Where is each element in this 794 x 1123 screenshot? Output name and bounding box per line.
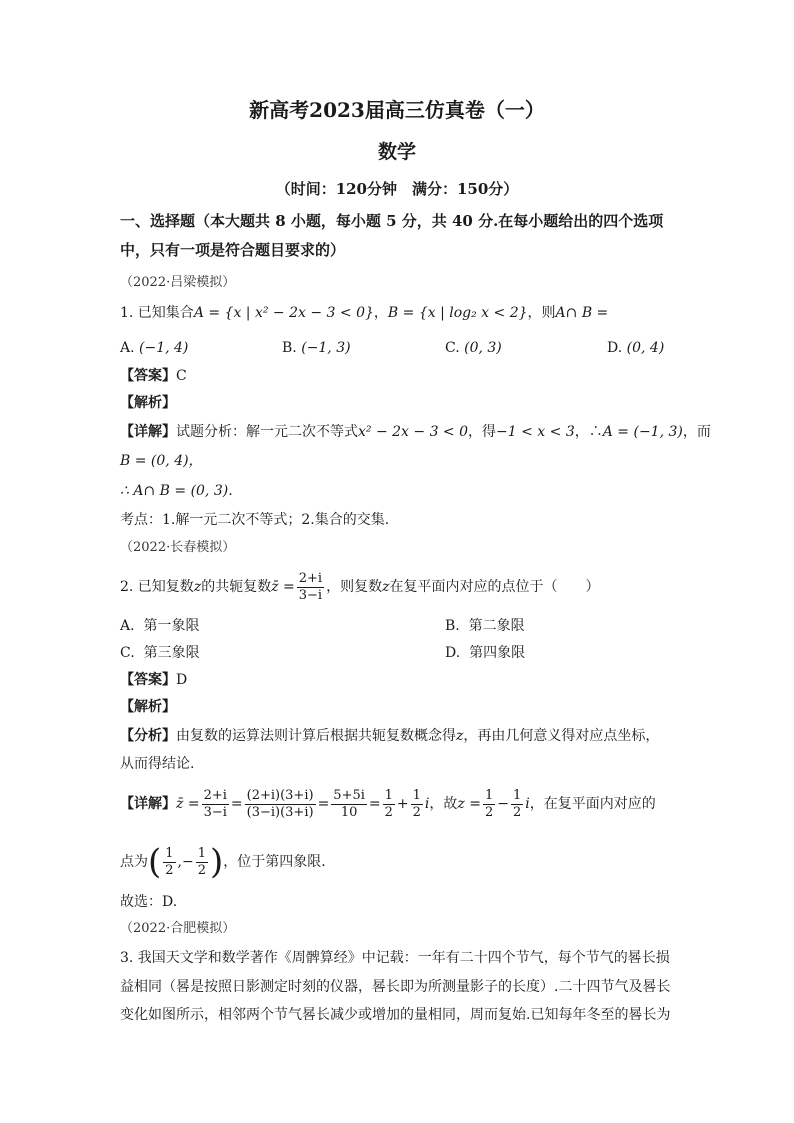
stem-text: 2. 已知复数 [120, 579, 194, 595]
option-label: D. [445, 645, 461, 661]
q3-line2: 益相同（晷是按照日影测定时刻的仪器，晷长即为所测量影子的长度）.二十四节气及晷长 [120, 979, 671, 995]
q1-option-c [445, 339, 502, 357]
section-heading-line2: 中，只有一项是符合题目要求的） [120, 241, 346, 259]
q2-detail-equation: 【详解】z̄ = $\frac{2+i}{3-i}$ = $\frac{(2+i)(3+i)}{(3-i)(3+i)}$ = $\frac{5+5i}{10}$ = $\frac{1}{2}$ + $\frac{1}{2}$ i，故z = $\frac{1}{2}$ − $\frac{1}{2}$ i，在复平面内对应的 [120, 787, 656, 820]
numerator: 5+5i [333, 787, 365, 803]
var-zbar: z̄ = [176, 796, 200, 812]
subject-title: 数学 [377, 141, 416, 163]
q1-detail-line1 [120, 423, 711, 441]
option-label: C. [445, 340, 460, 356]
option-label: A. [120, 340, 135, 356]
denominator: 2 [484, 804, 494, 820]
detail-tag: 【详解】 [120, 424, 176, 440]
denominator: 2 [165, 862, 174, 878]
q2-source: （2022·长春模拟） [120, 540, 236, 555]
q1-detail-line3: ∴ A∩ B = (0, 3). [120, 483, 233, 499]
numerator: 1 [512, 787, 522, 803]
fraction [411, 788, 423, 821]
q2-fenxi-line2: 从而得结论. [120, 756, 195, 772]
detail-text: ，在复平面内对应的 [529, 796, 656, 812]
imag-unit: i [424, 796, 430, 812]
fraction [511, 788, 523, 821]
denominator: 2 [197, 862, 207, 878]
fraction [245, 788, 316, 821]
q1-sep: ， [373, 305, 388, 321]
q2-fenxi-line1 [120, 727, 659, 745]
detail-text: ，位于第四象限. [223, 854, 326, 870]
inequality: x² − 2x − 3 < 0 [358, 424, 469, 440]
detail-tag: 【详解】 [120, 796, 176, 812]
option-value: 第二象限 [468, 618, 525, 634]
q1-note: 考点：1.解一元二次不等式；2.集合的交集. [120, 512, 390, 528]
stem-text: 的共轭复数 [201, 579, 272, 595]
detail-text: 试题分析：解一元二次不等式 [176, 424, 358, 440]
var-z: z [382, 579, 390, 595]
answer-value: C [176, 368, 187, 384]
q1-answer [120, 367, 187, 385]
left-paren: ( [148, 842, 162, 882]
denominator: 3−i [203, 804, 227, 820]
denominator: 2 [384, 804, 393, 820]
detail-text: ，∴ [574, 424, 603, 440]
section-heading-line1: 一、选择题（本大题共 8 小题，每小题 5 分，共 40 分.在每小题给出的四个选项 [120, 212, 664, 230]
minus-sign: − [497, 796, 509, 812]
answer-value: D [176, 672, 188, 688]
option-value: (−1, 3) [301, 340, 351, 356]
fraction [331, 788, 367, 821]
option-label: B. [282, 340, 297, 356]
option-value: 第三象限 [143, 645, 200, 661]
option-label: D. [607, 340, 623, 356]
q1-detail-line2: B = (0, 4)， [120, 453, 203, 469]
q3-source: （2022·合肥模拟） [120, 921, 236, 936]
numerator: 1 [384, 787, 393, 803]
numerator: 2+i [203, 787, 227, 803]
denominator: (3−i)(3+i) [246, 804, 314, 820]
q1-stem [120, 304, 608, 322]
option-label: B. [445, 618, 460, 634]
denominator: 2 [412, 804, 421, 820]
q2-answer [120, 671, 187, 689]
minus-sign: − [182, 854, 194, 870]
stem-text: 在复平面内对应的点位于（ ） [389, 579, 600, 595]
fraction [202, 788, 229, 821]
q1-option-b [282, 339, 351, 357]
fenxi-tag: 【分析】 [120, 728, 176, 744]
denominator: 2 [512, 804, 522, 820]
detail-text: ，而 [682, 424, 711, 440]
option-value: (0, 3) [464, 340, 502, 356]
denominator: 3−i [298, 587, 323, 603]
var-zbar: z̄ = [271, 579, 295, 595]
numerator: 1 [165, 845, 174, 861]
q3-line3: 变化如图所示，相邻两个节气晷长减少或增加的量相同，周而复始.已知每年冬至的晷长为 [120, 1007, 671, 1023]
q2-point-line: 点为( $\frac{1}{2}$ ,− $\frac{1}{2}$ )，位于第四象限. [120, 842, 326, 882]
fraction [483, 788, 495, 821]
fenxi-text: 由复数的运算法则计算后根据共轭复数概念得 [176, 728, 456, 744]
numerator: (2+i)(3+i) [246, 787, 314, 803]
stem-text: ，则复数 [326, 579, 383, 595]
numerator: 1 [412, 787, 421, 803]
denominator: 10 [340, 804, 358, 820]
option-label: C. [120, 645, 135, 661]
detail-text: ，得 [468, 424, 497, 440]
q2-stem [120, 570, 599, 604]
q1-source: （2022·吕梁模拟） [120, 275, 236, 290]
fraction [163, 846, 175, 879]
q2-option-d [445, 644, 525, 662]
numerator: 2+i [298, 570, 323, 586]
imag-unit: i [525, 796, 530, 812]
q1-set-b: B = {x | log₂ x < 2} [387, 305, 528, 321]
range: −1 < x < 3 [496, 424, 575, 440]
var-z: z = [457, 796, 481, 812]
option-value: 第四象限 [469, 645, 526, 661]
fenxi-text: ，再由几何意义得对应点坐标， [463, 728, 660, 744]
option-value: (−1, 4) [139, 340, 189, 356]
set-a-result: A = (−1, 3) [602, 424, 683, 440]
option-value: 第一象限 [143, 618, 200, 634]
q2-analysis-tag: 【解析】 [120, 699, 176, 715]
var-z: z [456, 728, 464, 744]
q2-option-b [445, 617, 525, 635]
answer-tag: 【答案】 [120, 672, 176, 688]
fraction [297, 571, 324, 604]
answer-tag: 【答案】 [120, 368, 176, 384]
q1-stem-suffix: ，则 [527, 305, 556, 321]
q2-option-c [120, 644, 200, 662]
detail-text: ，故 [429, 796, 458, 812]
q2-choose: 故选：D. [120, 894, 178, 910]
q1-option-a [120, 339, 188, 357]
right-paren: ) [210, 842, 224, 882]
fraction [196, 846, 208, 879]
exam-time-score: （时间：120分钟 满分：150分） [275, 180, 519, 198]
q1-set-a: A = {x | x² − 2x − 3 < 0} [193, 305, 374, 321]
q1-option-d [607, 339, 664, 357]
numerator: 1 [484, 787, 494, 803]
numerator: 1 [197, 845, 207, 861]
fraction [383, 788, 395, 821]
q3-line1: 3. 我国天文学和数学著作《周髀算经》中记载：一年有二十四个节气，每个节气的晷长损 [120, 950, 670, 966]
exam-title: 新高考2023届高三仿真卷（一） [249, 98, 545, 122]
option-value: (0, 4) [626, 340, 665, 356]
q2-option-a [120, 617, 199, 635]
var-z: z [193, 579, 202, 595]
q1-ask: A∩ B = [555, 305, 609, 321]
option-label: A. [120, 618, 135, 634]
detail-text: 点为 [120, 854, 148, 870]
q1-stem-prefix: 1. 已知集合 [120, 305, 194, 321]
q1-analysis-tag: 【解析】 [120, 395, 176, 411]
